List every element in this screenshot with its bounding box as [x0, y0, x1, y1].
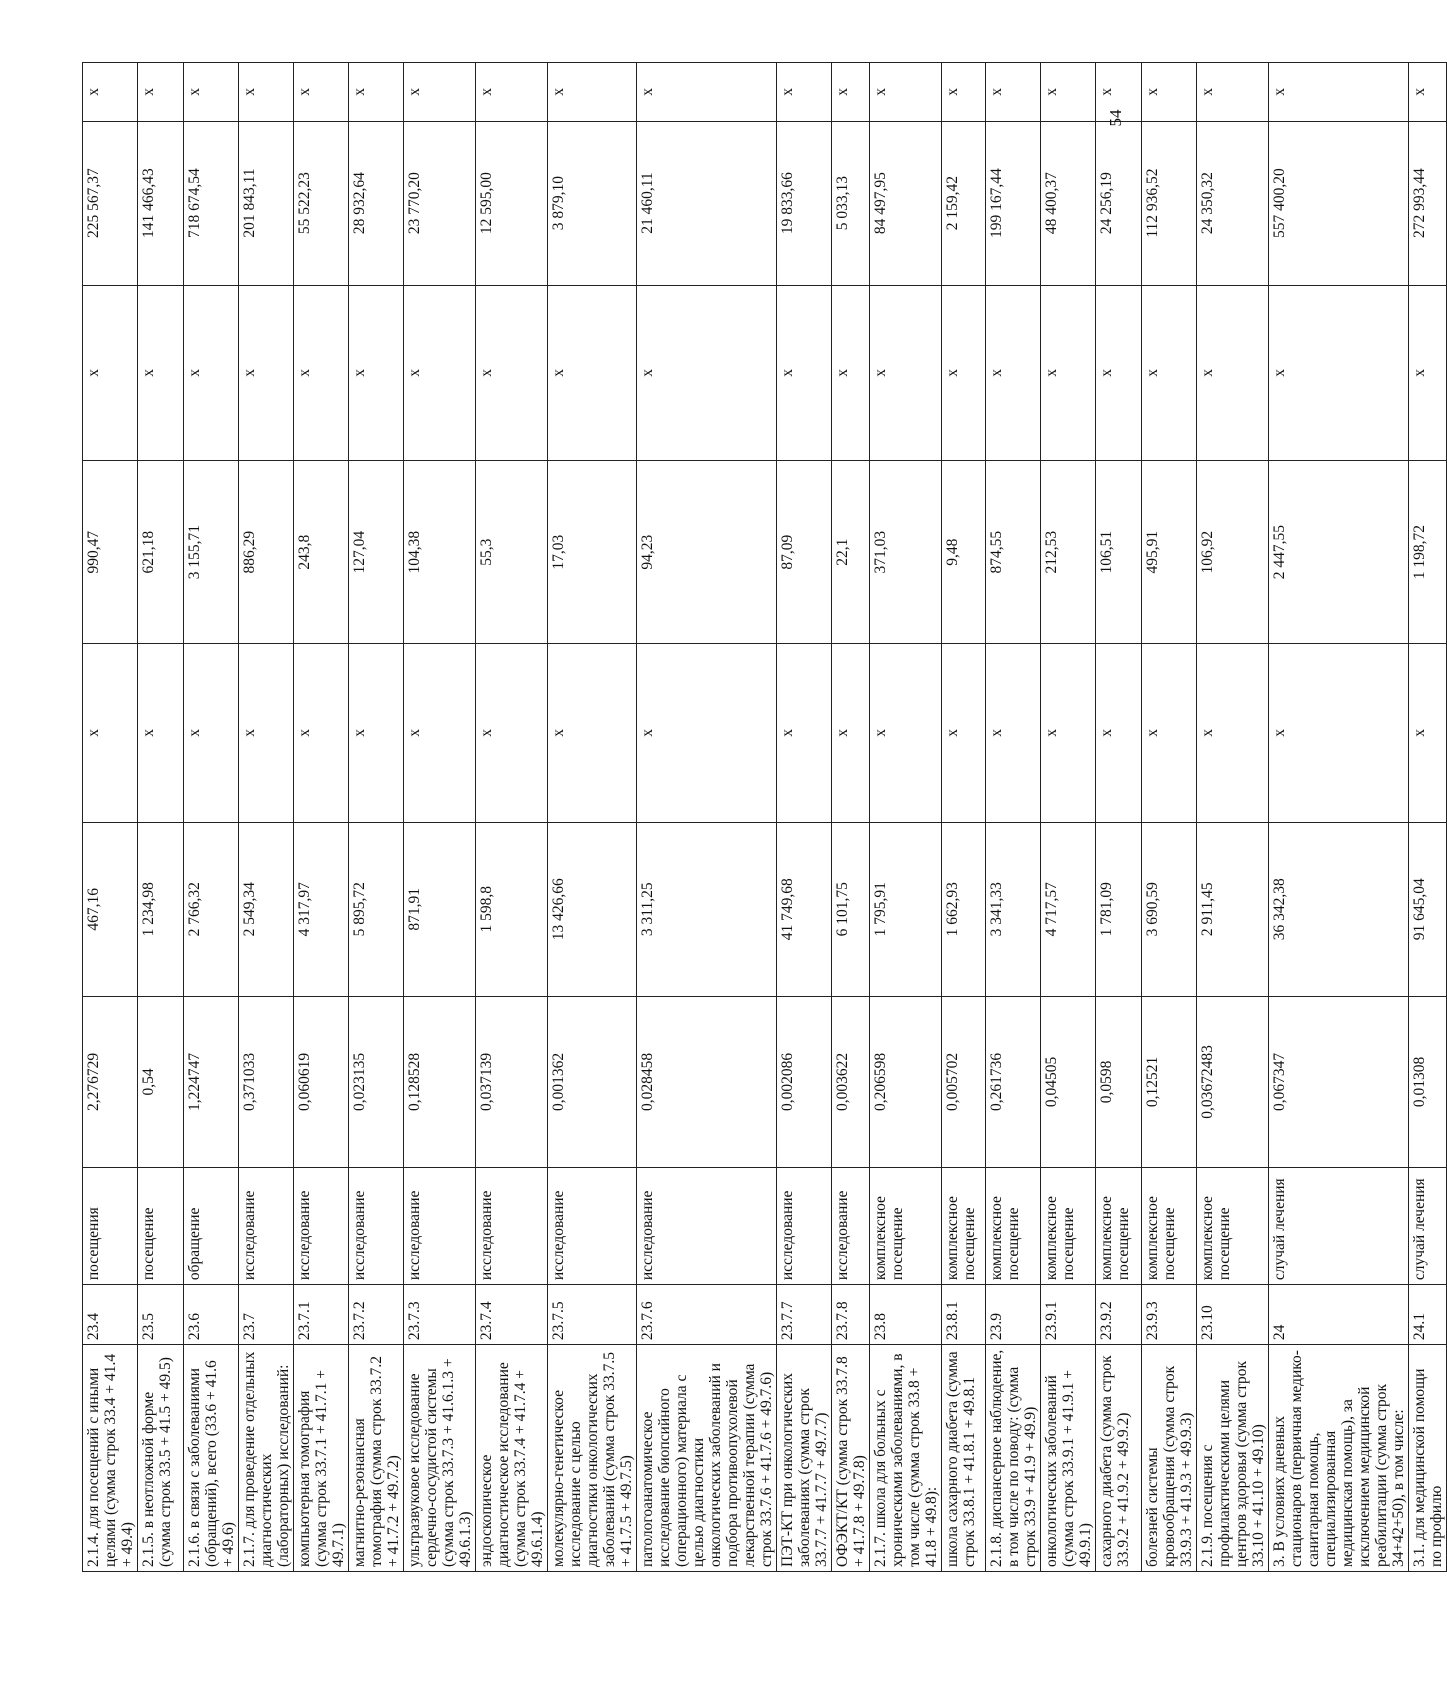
- row-total: 112 936,52: [1142, 121, 1197, 285]
- row-cost: 1 662,93: [942, 822, 986, 996]
- table-row: [832, 63, 870, 1572]
- row-cost: 5 895,72: [349, 822, 404, 996]
- row-x-3: x: [184, 63, 239, 122]
- row-cost: 4 317,97: [294, 822, 349, 996]
- row-per-capita: 104,38: [404, 461, 476, 644]
- row-x-2: x: [476, 285, 548, 461]
- table-row: [239, 63, 294, 1572]
- row-x-1: x: [294, 644, 349, 823]
- row-norm: 0,001362: [548, 996, 637, 1167]
- row-number: 23.7.8: [832, 1285, 870, 1345]
- row-norm: 0,03672483: [1197, 996, 1269, 1167]
- table-row: [548, 63, 637, 1572]
- row-total: 5 033,13: [832, 121, 870, 285]
- row-x-2: x: [294, 285, 349, 461]
- row-unit: исследование: [294, 1168, 349, 1285]
- row-x-3: x: [986, 63, 1041, 122]
- row-name: 3.1. для медицинской помощи по профилю: [1409, 1345, 1447, 1572]
- row-norm: 0,12521: [1142, 996, 1197, 1167]
- row-name: ПЭТ-КТ при онкологических заболеваниях (сумма строк 33.7.7 + 41.7.7 + 49.7.7): [777, 1345, 832, 1572]
- row-x-2: x: [239, 285, 294, 461]
- row-name: сахарного диабета (сумма строк 33.9.2 + 41.9.2 + 49.9.2): [1096, 1345, 1142, 1572]
- row-x-3: x: [138, 63, 184, 122]
- row-name: 2.1.4. для посещений с иными целями (сумма строк 33.4 + 41.4 + 49.4): [83, 1345, 138, 1572]
- row-cost: 91 645,04: [1409, 822, 1447, 996]
- row-x-3: x: [637, 63, 777, 122]
- row-cost: 2 549,34: [239, 822, 294, 996]
- row-total: 12 595,00: [476, 121, 548, 285]
- row-name: ультразвуковое исследование сердечно-сосудистой системы (сумма строк 33.7.3 + 41.6.1.3 + 49.6.1.3): [404, 1345, 476, 1572]
- row-per-capita: 17,03: [548, 461, 637, 644]
- row-x-3: x: [83, 63, 138, 122]
- table-row: [349, 63, 404, 1572]
- row-x-2: x: [1096, 285, 1142, 461]
- row-x-1: x: [184, 644, 239, 823]
- row-x-2: x: [138, 285, 184, 461]
- row-x-3: x: [1142, 63, 1197, 122]
- row-norm: 0,54: [138, 996, 184, 1167]
- row-total: 141 466,43: [138, 121, 184, 285]
- row-cost: 1 795,91: [870, 822, 942, 996]
- row-cost: 3 690,59: [1142, 822, 1197, 996]
- row-per-capita: 9,48: [942, 461, 986, 644]
- row-total: 24 350,32: [1197, 121, 1269, 285]
- row-norm: 0,04505: [1041, 996, 1096, 1167]
- row-norm: 1,224747: [184, 996, 239, 1167]
- row-cost: 3 341,33: [986, 822, 1041, 996]
- row-per-capita: 886,29: [239, 461, 294, 644]
- row-number: 23.6: [184, 1285, 239, 1345]
- table-row: [986, 63, 1041, 1572]
- row-x-1: x: [1041, 644, 1096, 823]
- row-cost: 36 342,38: [1269, 822, 1409, 996]
- row-name: 3. В условиях дневных стационаров (первичная медико-санитарная помощь, специализированная медицинская помощь), за исключением медицинской реабилитации (сумма строк 34+42+50), в том числе:: [1269, 1345, 1409, 1572]
- row-number: 23.7.5: [548, 1285, 637, 1345]
- row-total: 28 932,64: [349, 121, 404, 285]
- row-x-2: x: [942, 285, 986, 461]
- row-x-2: x: [349, 285, 404, 461]
- row-per-capita: 106,92: [1197, 461, 1269, 644]
- row-cost: 2 766,32: [184, 822, 239, 996]
- row-number: 23.5: [138, 1285, 184, 1345]
- row-name: школа сахарного диабета (сумма строк 33.8.1 + 41.8.1 + 49.8.1: [942, 1345, 986, 1572]
- row-number: 23.8: [870, 1285, 942, 1345]
- row-norm: 2,276729: [83, 996, 138, 1167]
- row-unit: комплексное посещение: [1197, 1168, 1269, 1285]
- row-per-capita: 371,03: [870, 461, 942, 644]
- row-x-3: x: [476, 63, 548, 122]
- row-unit: исследование: [349, 1168, 404, 1285]
- row-total: 24 256,19: [1096, 121, 1142, 285]
- row-norm: 0,002086: [777, 996, 832, 1167]
- row-x-2: x: [1197, 285, 1269, 461]
- row-unit: исследование: [548, 1168, 637, 1285]
- row-x-3: x: [942, 63, 986, 122]
- row-x-1: x: [1409, 644, 1447, 823]
- row-norm: 0,371033: [239, 996, 294, 1167]
- row-x-2: x: [870, 285, 942, 461]
- row-per-capita: 94,23: [637, 461, 777, 644]
- row-total: 199 167,44: [986, 121, 1041, 285]
- row-total: 19 833,66: [777, 121, 832, 285]
- table-body: [83, 63, 1447, 1572]
- row-total: 718 674,54: [184, 121, 239, 285]
- row-name: 2.1.8. диспансерное наблюдение, в том числе по поводу: (сумма строк 33.9 + 41.9 + 49.9): [986, 1345, 1041, 1572]
- row-norm: 0,0598: [1096, 996, 1142, 1167]
- table-row: [294, 63, 349, 1572]
- row-x-2: x: [637, 285, 777, 461]
- page-number: 54: [1106, 109, 1125, 127]
- row-name: магнитно-резонансная томография (сумма строк 33.7.2 + 41.7.2 + 49.7.2): [349, 1345, 404, 1572]
- row-number: 24.1: [1409, 1285, 1447, 1345]
- row-total: 21 460,11: [637, 121, 777, 285]
- row-unit: обращение: [184, 1168, 239, 1285]
- row-unit: случай лечения: [1409, 1168, 1447, 1285]
- table-row: [1041, 63, 1096, 1572]
- row-name: болезней системы кровообращения (сумма строк 33.9.3 + 41.9.3 + 49.9.3): [1142, 1345, 1197, 1572]
- row-x-3: x: [294, 63, 349, 122]
- row-per-capita: 2 447,55: [1269, 461, 1409, 644]
- row-total: 201 843,11: [239, 121, 294, 285]
- table-row: [404, 63, 476, 1572]
- row-x-1: x: [942, 644, 986, 823]
- row-x-2: x: [83, 285, 138, 461]
- row-norm: 0,023135: [349, 996, 404, 1167]
- row-cost: 4 717,57: [1041, 822, 1096, 996]
- table-row: [637, 63, 777, 1572]
- row-norm: 0,206598: [870, 996, 942, 1167]
- row-total: 557 400,20: [1269, 121, 1409, 285]
- row-unit: комплексное посещение: [1142, 1168, 1197, 1285]
- row-norm: 0,01308: [1409, 996, 1447, 1167]
- row-x-3: x: [777, 63, 832, 122]
- row-total: 23 770,20: [404, 121, 476, 285]
- row-number: 23.4: [83, 1285, 138, 1345]
- row-per-capita: 1 198,72: [1409, 461, 1447, 644]
- row-number: 24: [1269, 1285, 1409, 1345]
- row-total: 225 567,37: [83, 121, 138, 285]
- financing-table: [82, 62, 1447, 1572]
- row-x-2: x: [1269, 285, 1409, 461]
- row-norm: 0,037139: [476, 996, 548, 1167]
- row-total: 2 159,42: [942, 121, 986, 285]
- row-x-1: x: [1096, 644, 1142, 823]
- row-unit: исследование: [239, 1168, 294, 1285]
- row-cost: 41 749,68: [777, 822, 832, 996]
- row-unit: исследование: [404, 1168, 476, 1285]
- row-number: 23.8.1: [942, 1285, 986, 1345]
- row-unit: исследование: [476, 1168, 548, 1285]
- row-per-capita: 874,55: [986, 461, 1041, 644]
- row-x-1: x: [1197, 644, 1269, 823]
- table-row: [184, 63, 239, 1572]
- row-x-1: x: [637, 644, 777, 823]
- row-x-2: x: [1142, 285, 1197, 461]
- row-x-1: x: [1142, 644, 1197, 823]
- row-name: эндоскопическое диагностическое исследование (сумма строк 33.7.4 + 41.7.4 + 49.6.1.4): [476, 1345, 548, 1572]
- row-norm: 0,067347: [1269, 996, 1409, 1167]
- row-number: 23.7.1: [294, 1285, 349, 1345]
- row-unit: комплексное посещение: [870, 1168, 942, 1285]
- row-name: 2.1.6. в связи с заболеваниями (обращений), всего (33.6 + 41.6 + 49.6): [184, 1345, 239, 1572]
- row-per-capita: 87,09: [777, 461, 832, 644]
- row-cost: 467,16: [83, 822, 138, 996]
- row-x-1: x: [1269, 644, 1409, 823]
- row-name: компьютерная томография (сумма строк 33.7.1 + 41.7.1 + 49.7.1): [294, 1345, 349, 1572]
- row-number: 23.9.1: [1041, 1285, 1096, 1345]
- row-unit: случай лечения: [1269, 1168, 1409, 1285]
- row-cost: 1 781,09: [1096, 822, 1142, 996]
- row-number: 23.7.2: [349, 1285, 404, 1345]
- row-x-1: x: [404, 644, 476, 823]
- row-unit: посещение: [138, 1168, 184, 1285]
- row-cost: 1 234,98: [138, 822, 184, 996]
- row-x-2: x: [832, 285, 870, 461]
- row-norm: 0,003622: [832, 996, 870, 1167]
- row-name: онкологических заболеваний (сумма строк 33.9.1 + 41.9.1 + 49.9.1): [1041, 1345, 1096, 1572]
- table-row: [476, 63, 548, 1572]
- table-row: [1096, 63, 1142, 1572]
- row-number: 23.9.2: [1096, 1285, 1142, 1345]
- row-number: 23.10: [1197, 1285, 1269, 1345]
- row-total: 84 497,95: [870, 121, 942, 285]
- row-x-2: x: [184, 285, 239, 461]
- row-per-capita: 212,53: [1041, 461, 1096, 644]
- row-cost: 1 598,8: [476, 822, 548, 996]
- row-number: 23.7.3: [404, 1285, 476, 1345]
- row-x-1: x: [986, 644, 1041, 823]
- row-norm: 0,005702: [942, 996, 986, 1167]
- row-x-3: x: [870, 63, 942, 122]
- row-per-capita: 990,47: [83, 461, 138, 644]
- row-cost: 6 101,75: [832, 822, 870, 996]
- row-cost: 13 426,66: [548, 822, 637, 996]
- row-name: молекулярно-генетическое исследование с целью диагностики онкологических заболеваний (сумма строк 33.7.5 + 41.7.5 + 49.7.5): [548, 1345, 637, 1572]
- row-x-2: x: [986, 285, 1041, 461]
- row-x-3: x: [548, 63, 637, 122]
- row-unit: исследование: [637, 1168, 777, 1285]
- table-row: [777, 63, 832, 1572]
- row-unit: комплексное посещение: [986, 1168, 1041, 1285]
- row-x-2: x: [1409, 285, 1447, 461]
- row-total: 55 522,23: [294, 121, 349, 285]
- row-number: 23.7.6: [637, 1285, 777, 1345]
- row-unit: комплексное посещение: [1041, 1168, 1096, 1285]
- rotated-table-page: [82, 62, 1445, 1572]
- table-row: [1197, 63, 1269, 1572]
- row-unit: комплексное посещение: [942, 1168, 986, 1285]
- row-per-capita: 22,1: [832, 461, 870, 644]
- row-x-3: x: [1197, 63, 1269, 122]
- row-x-2: x: [404, 285, 476, 461]
- row-x-3: x: [1041, 63, 1096, 122]
- row-per-capita: 495,91: [1142, 461, 1197, 644]
- row-x-3: x: [349, 63, 404, 122]
- row-x-3: x: [1409, 63, 1447, 122]
- row-name: 2.1.9. посещения с профилактическими целями центров здоровья (сумма строк 33.10 + 41.10 + 49.10): [1197, 1345, 1269, 1572]
- row-unit: посещения: [83, 1168, 138, 1285]
- row-name: ОФЭКТ/КТ (сумма строк 33.7.8 + 41.7.8 + 49.7.8): [832, 1345, 870, 1572]
- row-per-capita: 106,51: [1096, 461, 1142, 644]
- row-norm: 0,261736: [986, 996, 1041, 1167]
- row-total: 272 993,44: [1409, 121, 1447, 285]
- row-x-3: x: [832, 63, 870, 122]
- row-per-capita: 3 155,71: [184, 461, 239, 644]
- row-x-1: x: [832, 644, 870, 823]
- row-name: 2.1.5. в неотложной форме (сумма строк 33.5 + 41.5 + 49.5): [138, 1345, 184, 1572]
- row-per-capita: 621,18: [138, 461, 184, 644]
- row-per-capita: 55,3: [476, 461, 548, 644]
- row-number: 23.7.4: [476, 1285, 548, 1345]
- row-x-2: x: [548, 285, 637, 461]
- row-name: 2.1.7. для проведение отдельных диагностических (лабораторных) исследований:: [239, 1345, 294, 1572]
- row-per-capita: 127,04: [349, 461, 404, 644]
- row-x-1: x: [349, 644, 404, 823]
- row-x-1: x: [138, 644, 184, 823]
- row-unit: комплексное посещение: [1096, 1168, 1142, 1285]
- row-x-1: x: [476, 644, 548, 823]
- row-x-1: x: [83, 644, 138, 823]
- row-x-3: x: [1096, 63, 1142, 122]
- row-number: 23.9: [986, 1285, 1041, 1345]
- table-row: [1269, 63, 1409, 1572]
- table-row: [83, 63, 138, 1572]
- row-number: 23.9.3: [1142, 1285, 1197, 1345]
- table-row: [138, 63, 184, 1572]
- row-norm: 0,028458: [637, 996, 777, 1167]
- row-unit: исследование: [777, 1168, 832, 1285]
- row-cost: 2 911,45: [1197, 822, 1269, 996]
- row-unit: исследование: [832, 1168, 870, 1285]
- table-row: [870, 63, 942, 1572]
- table-row: [1409, 63, 1447, 1572]
- row-total: 3 879,10: [548, 121, 637, 285]
- row-total: 48 400,37: [1041, 121, 1096, 285]
- row-norm: 0,060619: [294, 996, 349, 1167]
- row-norm: 0,128528: [404, 996, 476, 1167]
- row-x-1: x: [777, 644, 832, 823]
- row-x-3: x: [1269, 63, 1409, 122]
- row-x-2: x: [1041, 285, 1096, 461]
- row-cost: 871,91: [404, 822, 476, 996]
- row-name: 2.1.7. школа для больных с хроническими заболеваниями, в том числе (сумма строк 33.8 + 41.8 + 49.8):: [870, 1345, 942, 1572]
- row-x-1: x: [239, 644, 294, 823]
- row-number: 23.7: [239, 1285, 294, 1345]
- row-x-1: x: [548, 644, 637, 823]
- row-per-capita: 243,8: [294, 461, 349, 644]
- table-row: [1142, 63, 1197, 1572]
- row-name: патологоанатомическое исследование биопсийного (операционного) материала с целью диагностики онкологических заболеваний и подбора противоопухолевой лекарственной терапии (сумма строк 33.7.6 + 41.7.6 + 49.7.6): [637, 1345, 777, 1572]
- row-cost: 3 311,25: [637, 822, 777, 996]
- row-number: 23.7.7: [777, 1285, 832, 1345]
- table-row: [942, 63, 986, 1572]
- row-x-3: x: [239, 63, 294, 122]
- row-x-2: x: [777, 285, 832, 461]
- row-x-1: x: [870, 644, 942, 823]
- row-x-3: x: [404, 63, 476, 122]
